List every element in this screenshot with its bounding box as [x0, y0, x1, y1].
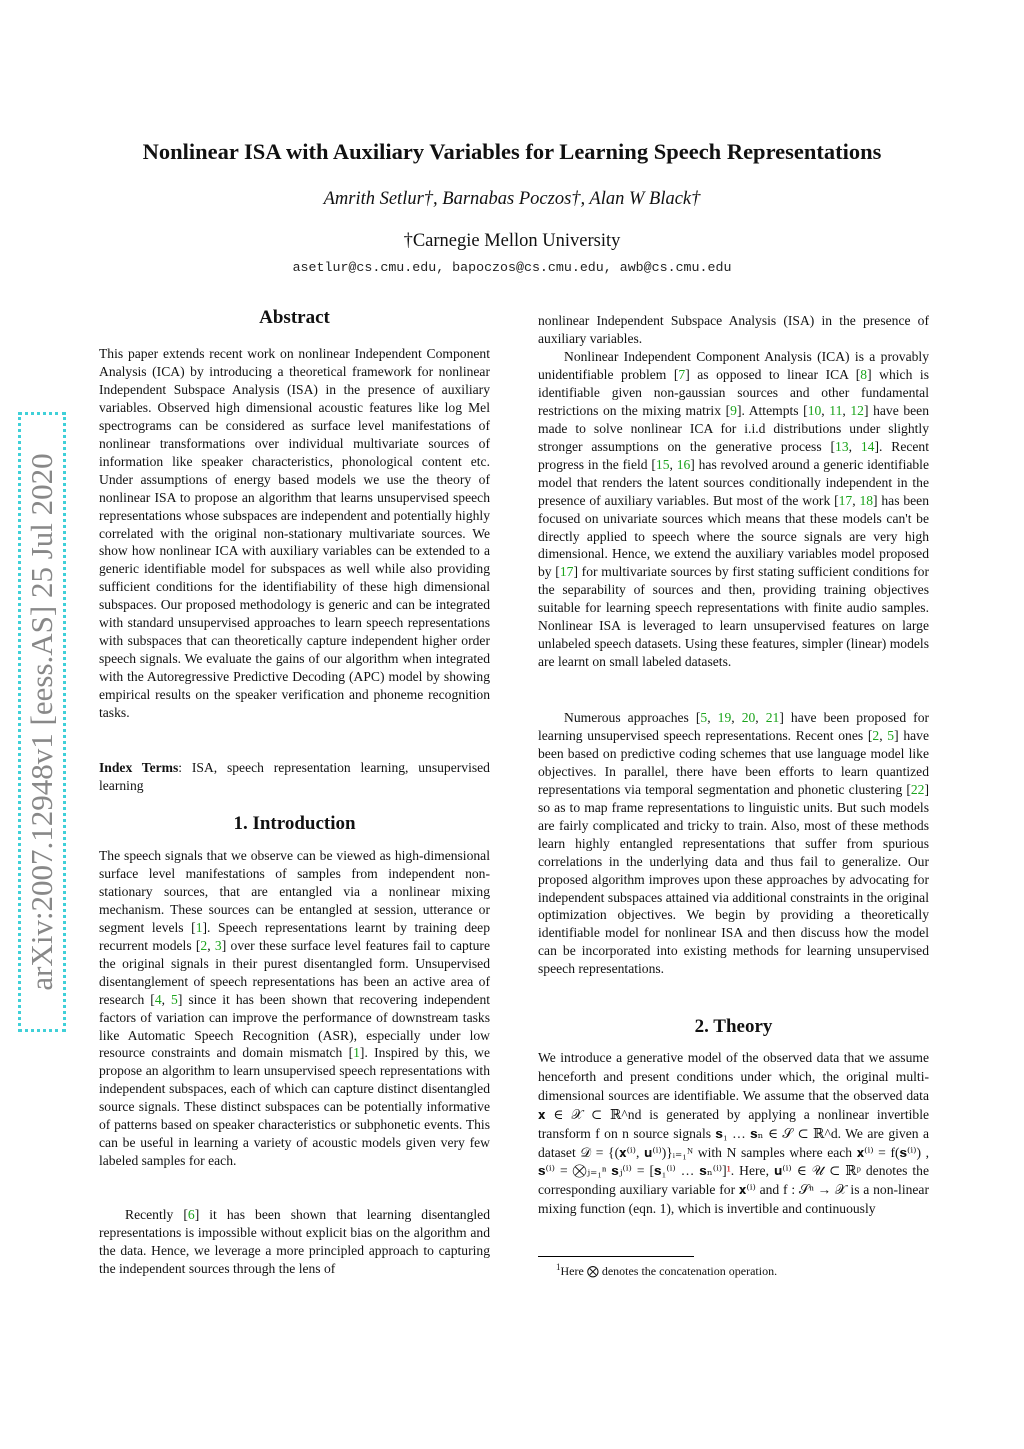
citation-link[interactable]: 18	[859, 492, 874, 508]
affiliation: †Carnegie Mellon University	[403, 231, 621, 251]
citation-link[interactable]: 19	[717, 710, 732, 725]
intro-paragraph-2: Recently [6] it has been shown that learning disentangled representations is impossible without explicit bias on the algorithm and the data. Hence, we leverage a more principled approach to capturing the independent sources through the lens of	[99, 1207, 490, 1276]
paper-title: Nonlinear ISA with Auxiliary Variables for Learning Speech Representations	[142, 139, 882, 164]
citation-link[interactable]: 21	[765, 710, 780, 725]
citation-link[interactable]: 13	[835, 438, 849, 454]
citation-link[interactable]: 11	[829, 402, 843, 418]
intro-paragraph-5: Numerous approaches [5, 19, 20, 21] have been proposed for learning unsupervised speech representations. Recent ones [2, 5] have been based on predictive coding schemes that use language model like objectives. In parallel, there have been efforts to learn quantized representations via temporal segmentation and phonetic clustering [22] so as to map frame representations to linguistic units. But such models are fairly complicated and tricky to train. Also, most of these methods learn highly entangled representations that suffer from spurious correlations in the underlying data and thus fail to generalize. Our proposed algorithm improves upon these approaches by advocating for independent subspaces attained via additional constraints in the original optimization objectives. We begin by providing a theoretically identifiable model for nonlinear ISA and then discuss how the model can be incorporated into existing methods for learning unsupervised speech representations.	[538, 710, 930, 977]
index-terms-label: Index Terms	[99, 760, 179, 775]
index-terms-text: : ISA, speech representation learning, unsupervised learning	[99, 760, 490, 793]
citation-link[interactable]: 10	[807, 402, 822, 418]
citation-link[interactable]: 6	[187, 1207, 195, 1222]
citation-link[interactable]: 20	[741, 710, 756, 725]
citation-link[interactable]: 5	[887, 727, 895, 743]
citation-link[interactable]: 1	[195, 919, 203, 935]
citation-link[interactable]: 17	[559, 564, 574, 580]
citation-link[interactable]: 5	[171, 991, 178, 1007]
arxiv-stamp[interactable]: arXiv:2007.12948v1 [eess.AS] 25 Jul 2020	[24, 453, 59, 991]
citation-link[interactable]: 22	[910, 781, 925, 797]
theory-paragraph-1: We introduce a generative model of the observed data that we assume henceforth and present conditions under which, the original multi-dimensional sources are identifiable. We assume that the observed data 𝐱 ∈ 𝒳 ⊂ ℝ^nd is generated by applying a nonlinear invertible transform f on n source signals 𝐬₁ … 𝐬ₙ ∈ 𝒮 ⊂ ℝ^d. We are given a dataset 𝒟 = {(𝐱⁽ⁱ⁾, 𝐮⁽ⁱ⁾)}ᵢ₌₁ᴺ with N samples where each 𝐱⁽ⁱ⁾ = f(𝐬⁽ⁱ⁾) , 𝐬⁽ⁱ⁾ = ⨂ⱼ₌₁ⁿ 𝐬ⱼ⁽ⁱ⁾ = [𝐬₁⁽ⁱ⁾ … 𝐬ₙ⁽ⁱ⁾]¹. Here, 𝐮⁽ⁱ⁾ ∈ 𝒰 ⊂ ℝᵖ denotes the corresponding auxiliary variable for 𝐱⁽ⁱ⁾ and f : 𝒮ⁿ → 𝒳 is a non-linear mixing function (eqn. 1), which is invertible and continuously	[538, 1050, 930, 1217]
citation-link[interactable]: 2	[872, 727, 880, 743]
intro-heading: 1. Introduction	[233, 813, 356, 834]
citation-link[interactable]: 3	[214, 937, 222, 953]
citation-link[interactable]: 2	[200, 937, 208, 953]
footnote-ref[interactable]: ¹	[726, 1163, 731, 1179]
citation-link[interactable]: 4	[154, 991, 162, 1007]
index-terms	[99, 759, 490, 795]
citation-link[interactable]: 14	[860, 438, 875, 454]
footnote-text: Here ⨂ denotes the concatenation operation.	[560, 1264, 778, 1278]
abstract-text: This paper extends recent work on nonlinear Independent Component Analysis (ICA) by introducing a theoretical framework for nonlinear Independent Subspace Analysis (ISA) in the presence of auxiliary variables. Observed high dimensional acoustic features like log Mel spectrograms can be considered as surface level manifestations of nonlinear transformations over individual multivariate sources of information like speaker characteristics, phonological content etc. Under assumptions of energy based models we use the theory of nonlinear ISA to propose an algorithm that learns unsupervised speech representations whose subspaces are independent and potentially highly correlated with the original non-stationary multivariate sources. We show how nonlinear ICA with auxiliary variables can be extended to a generic identifiable model for subspaces as well while also providing sufficient conditions for the identifiability of these high dimensional subspaces. Our proposed methodology is generic and can be integrated with standard unsupervised approaches to learn speech representations with subspaces that can theoretically capture independent higher order speech signals. We evaluate the gains of our algorithm when integrated with the Autoregressive Predictive Decoding (APC) model by showing empirical results on the speaker verification and phoneme recognition tasks.	[99, 346, 490, 721]
citation-link[interactable]: 7	[678, 366, 686, 382]
citation-link[interactable]: 5	[700, 710, 708, 725]
citation-link[interactable]: 12	[850, 402, 864, 418]
intro-paragraph-3: nonlinear Independent Subspace Analysis (ISA) in the presence of auxiliary variables.	[538, 313, 929, 346]
abstract-heading: Abstract	[259, 307, 330, 328]
footnote-rule	[538, 1256, 694, 1257]
theory-heading: 2. Theory	[694, 1016, 773, 1037]
footnote	[556, 1262, 777, 1279]
citation-link[interactable]: 1	[353, 1045, 360, 1061]
citation-link[interactable]: 9	[730, 402, 737, 418]
footnote-mark: 1	[556, 1262, 561, 1272]
intro-paragraph-1: The speech signals that we observe can be viewed as high-dimensional surface level manifestations of samples from independent non-stationary sources, that are entangled via a nonlinear mixing mechanism. These sources can be entangled at session, utterance or segment levels [1]. Speech representations learnt by training deep recurrent models [2, 3] over these surface level features fail to capture the original signals in their purest disentangled form. Unsupervised disentanglement of speech representations has been an active area of research [4, 5] since it has been shown that recovering independent factors of variation can improve the performance of downstream tasks like Automatic Speech Recognition (ASR), especially under low resource constraints and domain mismatch [1]. Inspired by this, we propose an algorithm to learn unsupervised speech representations with independent subspaces, each of which can capture distinct disentangled source signals. These distinct subspaces can be potentially informative of patterns based on speaker characteristics or subphonetic events. This can be useful in learning a variety of acoustic models given very few labeled samples for each.	[99, 848, 491, 1169]
citation-link[interactable]: 17	[838, 492, 853, 508]
citation-link[interactable]: 15	[655, 456, 670, 472]
citation-link[interactable]: 8	[860, 366, 868, 382]
citation-link[interactable]: 16	[676, 456, 691, 472]
emails[interactable]: asetlur@cs.cmu.edu, bapoczos@cs.cmu.edu, awb@cs.cmu.edu	[292, 260, 732, 275]
authors: Amrith Setlur†, Barnabas Poczos†, Alan W Black†	[323, 189, 701, 209]
intro-paragraph-4: Nonlinear Independent Component Analysis (ICA) is a provably unidentifiable problem [7] as opposed to linear ICA [8] which is identifiable given non-gaussian sources and other fundamental restrictions on the mixing matrix [9]. Attempts [10, 11, 12] have been made to solve nonlinear ICA for i.i.d distributions under slightly stronger assumptions on the generative process [13, 14]. Recent progress in the field [15, 16] has revolved around a generic identifiable model that renders the latent sources conditionally independent in the presence of auxiliary variables. But most of the work [17, 18] has been focused on univariate sources which means that these models can't be directly applied to speech where the source signals are very high dimensional. Hence, we extend the auxiliary variables model proposed by [17] for multivariate sources by first stating sufficient conditions for the separability of sources and then, providing training objectives suitable for learning speech representations with finite audio samples. Nonlinear ISA is leveraged to learn unsupervised features on large unlabeled speech datasets. Using these features, simpler (linear) models are learnt on small labeled datasets.	[538, 349, 930, 670]
